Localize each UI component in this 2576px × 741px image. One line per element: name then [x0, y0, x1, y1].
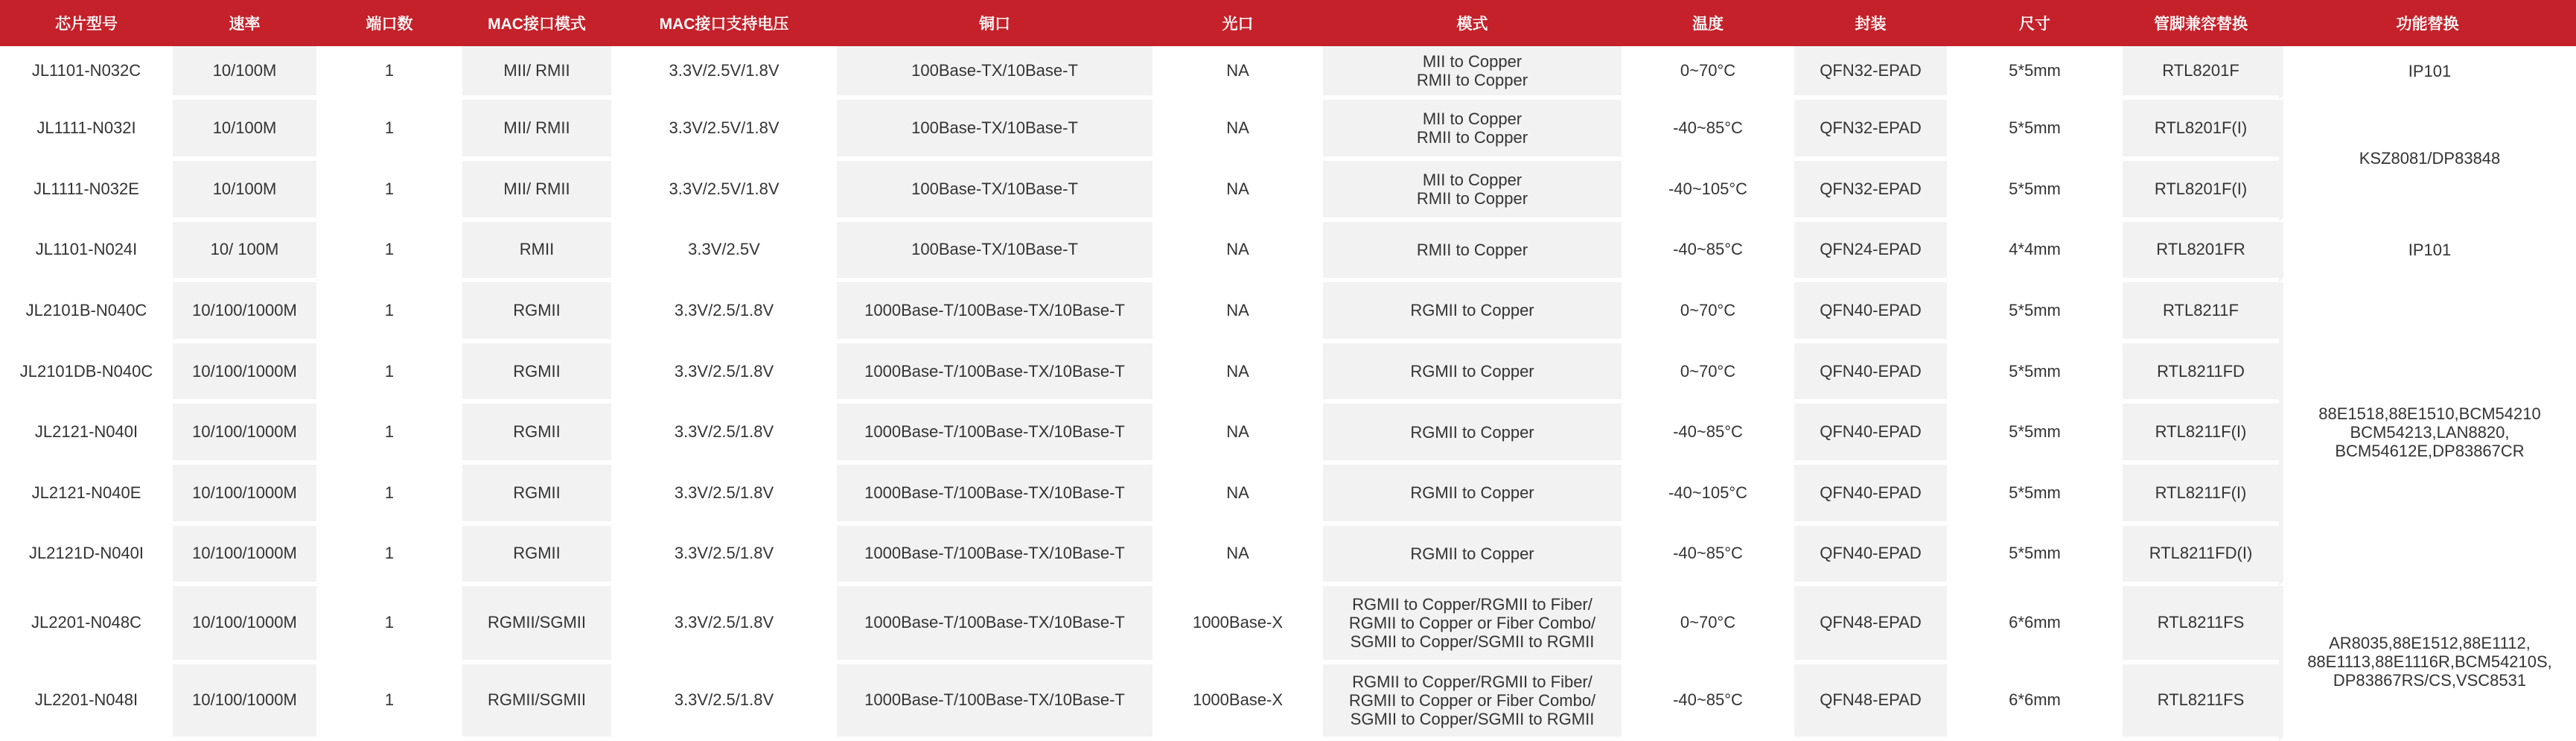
mac-mode-cell: MII/ RMII [462, 100, 611, 161]
mac-voltage-cell: 3.3V/2.5/1.8V [611, 465, 837, 526]
chip-model-cell: JL2201-N048C [0, 586, 173, 664]
fiber-port-cell: 1000Base-X [1152, 586, 1323, 664]
fiber-port-cell: NA [1152, 222, 1323, 283]
mode-cell [1323, 526, 1622, 587]
rate-cell: 10/100/1000M [173, 465, 316, 526]
package-cell: QFN40-EPAD [1794, 404, 1947, 465]
mac-mode-cell: RGMII [462, 343, 611, 404]
pin-compat-cell: RTL8201FR [2123, 222, 2279, 283]
fiber-port-cell: NA [1152, 343, 1323, 404]
size-cell: 5*5mm [1947, 100, 2123, 161]
pin-compat-cell: RTL8201F(I) [2123, 161, 2279, 222]
col-header-chip-model: 芯片型号 [0, 0, 173, 46]
mode-line: RGMII to Copper [1410, 301, 1534, 320]
pin-compat-cell: RTL8211FD(I) [2123, 526, 2279, 587]
package-cell: QFN48-EPAD [1794, 586, 1947, 664]
col-header-pin-compat: 管脚兼容替换 [2123, 0, 2279, 46]
function-replacement-cell [2279, 282, 2576, 586]
mode-line: SGMII to Copper/SGMII to RGMII [1350, 632, 1595, 651]
port-count-cell: 1 [316, 161, 462, 222]
mode-cell [1323, 282, 1622, 343]
package-cell: QFN40-EPAD [1794, 465, 1947, 526]
temperature-cell: 0~70°C [1622, 46, 1794, 100]
mac-voltage-cell: 3.3V/2.5V/1.8V [611, 161, 837, 222]
copper-port-cell: 1000Base-T/100Base-TX/10Base-T [837, 404, 1152, 465]
chip-model-cell: JL1111-N032I [0, 100, 173, 161]
table-row [0, 222, 2576, 283]
col-header-package: 封装 [1794, 0, 1947, 46]
col-header-temperature: 温度 [1622, 0, 1794, 46]
port-count-cell: 1 [316, 343, 462, 404]
pin-compat-cell: RTL8211FS [2123, 664, 2279, 741]
table-row [0, 343, 2576, 404]
package-cell: QFN32-EPAD [1794, 46, 1947, 100]
chip-model-cell: JL2121-N040I [0, 404, 173, 465]
size-cell: 5*5mm [1947, 404, 2123, 465]
col-header-size: 尺寸 [1947, 0, 2123, 46]
rate-cell: 10/100/1000M [173, 343, 316, 404]
mode-cell [1323, 586, 1622, 664]
chip-model-cell: JL1111-N032E [0, 161, 173, 222]
mac-mode-cell: RGMII [462, 526, 611, 587]
rate-cell: 10/100/1000M [173, 586, 316, 664]
port-count-cell: 1 [316, 586, 462, 664]
mac-mode-cell: MII/ RMII [462, 161, 611, 222]
col-header-mac-voltage: MAC接口支持电压 [611, 0, 837, 46]
temperature-cell: -40~105°C [1622, 465, 1794, 526]
pin-compat-cell: RTL8211FS [2123, 586, 2279, 664]
col-header-fiber-port: 光口 [1152, 0, 1323, 46]
temperature-cell: 0~70°C [1622, 343, 1794, 404]
port-count-cell: 1 [316, 282, 462, 343]
function-replacement-line: BCM54612E,DP83867CR [2335, 441, 2525, 460]
copper-port-cell: 1000Base-T/100Base-TX/10Base-T [837, 586, 1152, 664]
temperature-cell: 0~70°C [1622, 586, 1794, 664]
rate-cell: 10/100/1000M [173, 282, 316, 343]
mode-line: RGMII to Copper [1410, 544, 1534, 563]
col-header-port-count: 端口数 [316, 0, 462, 46]
table-row [0, 465, 2576, 526]
mode-line: MII to Copper [1422, 109, 1523, 129]
mac-mode-cell: RMII [462, 222, 611, 283]
mode-line: MII to Copper [1422, 52, 1523, 71]
col-header-mac-mode: MAC接口模式 [462, 0, 611, 46]
mac-voltage-cell: 3.3V/2.5/1.8V [611, 664, 837, 741]
port-count-cell: 1 [316, 100, 462, 161]
size-cell: 5*5mm [1947, 526, 2123, 587]
pin-compat-cell: RTL8201F(I) [2123, 100, 2279, 161]
mode-cell [1323, 161, 1622, 222]
function-replacement-line: 88E1113,88E1116R,BCM54210S, [2307, 652, 2552, 671]
mac-mode-cell: RGMII [462, 465, 611, 526]
table-row [0, 586, 2576, 664]
package-cell: QFN40-EPAD [1794, 526, 1947, 587]
port-count-cell: 1 [316, 465, 462, 526]
mode-cell [1323, 46, 1622, 100]
rate-cell: 10/ 100M [173, 222, 316, 283]
package-cell: QFN40-EPAD [1794, 282, 1947, 343]
function-replacement-cell [2279, 46, 2576, 100]
function-replacement-line: IP101 [2408, 61, 2452, 80]
mode-cell [1323, 100, 1622, 161]
pin-compat-cell: RTL8211F [2123, 282, 2279, 343]
fiber-port-cell: NA [1152, 100, 1323, 161]
function-replacement-line: BCM54213,LAN8820, [2350, 422, 2510, 442]
rate-cell: 10/100/1000M [173, 664, 316, 741]
size-cell: 4*4mm [1947, 222, 2123, 283]
chip-model-cell: JL2121D-N040I [0, 526, 173, 587]
mac-mode-cell: RGMII [462, 404, 611, 465]
col-header-copper-port: 铜口 [837, 0, 1152, 46]
port-count-cell: 1 [316, 664, 462, 741]
copper-port-cell: 100Base-TX/10Base-T [837, 46, 1152, 100]
chip-model-cell: JL2101DB-N040C [0, 343, 173, 404]
chip-model-cell: JL2101B-N040C [0, 282, 173, 343]
fiber-port-cell: NA [1152, 404, 1323, 465]
mode-line: RMII to Copper [1416, 128, 1528, 147]
mode-line: RGMII to Copper/RGMII to Fiber/ [1352, 594, 1593, 614]
rate-cell: 10/100M [173, 161, 316, 222]
size-cell: 5*5mm [1947, 161, 2123, 222]
rate-cell: 10/100/1000M [173, 526, 316, 587]
mode-line: RGMII to Copper or Fiber Combo/ [1348, 690, 1596, 710]
mode-line: RGMII to Copper [1410, 362, 1534, 381]
rate-cell: 10/100M [173, 100, 316, 161]
temperature-cell: -40~85°C [1622, 526, 1794, 587]
mac-mode-cell: RGMII/SGMII [462, 586, 611, 664]
mode-line: RMII to Copper [1416, 188, 1528, 208]
rate-cell: 10/100/1000M [173, 404, 316, 465]
port-count-cell: 1 [316, 222, 462, 283]
chip-model-cell: JL2201-N048I [0, 664, 173, 741]
mode-line: RMII to Copper [1416, 71, 1528, 90]
mac-voltage-cell: 3.3V/2.5/1.8V [611, 526, 837, 587]
function-replacement-line: AR8035,88E1512,88E1112, [2329, 633, 2531, 652]
pin-compat-cell: RTL8211F(I) [2123, 404, 2279, 465]
temperature-cell: -40~105°C [1622, 161, 1794, 222]
col-header-rate: 速率 [173, 0, 316, 46]
mac-voltage-cell: 3.3V/2.5/1.8V [611, 343, 837, 404]
mac-voltage-cell: 3.3V/2.5/1.8V [611, 404, 837, 465]
size-cell: 5*5mm [1947, 46, 2123, 100]
temperature-cell: -40~85°C [1622, 222, 1794, 283]
mac-voltage-cell: 3.3V/2.5V [611, 222, 837, 283]
table-body [0, 46, 2576, 741]
size-cell: 5*5mm [1947, 465, 2123, 526]
copper-port-cell: 100Base-TX/10Base-T [837, 161, 1152, 222]
mac-voltage-cell: 3.3V/2.5/1.8V [611, 282, 837, 343]
size-cell: 6*6mm [1947, 664, 2123, 741]
col-header-function-replacement: 功能替换 [2279, 0, 2576, 46]
mac-voltage-cell: 3.3V/2.5V/1.8V [611, 46, 837, 100]
table-row [0, 404, 2576, 465]
mode-line: RGMII to Copper or Fiber Combo/ [1348, 613, 1596, 632]
temperature-cell: -40~85°C [1622, 100, 1794, 161]
mac-mode-cell: MII/ RMII [462, 46, 611, 100]
package-cell: QFN32-EPAD [1794, 100, 1947, 161]
function-replacement-line: 88E1518,88E1510,BCM54210 [2318, 404, 2541, 423]
temperature-cell: 0~70°C [1622, 282, 1794, 343]
mode-line: RGMII to Copper [1410, 483, 1534, 503]
function-replacement-line: DP83867RS/CS,VSC8531 [2333, 670, 2527, 690]
table-row [0, 664, 2576, 741]
package-cell: QFN48-EPAD [1794, 664, 1947, 741]
pin-compat-cell: RTL8201F [2123, 46, 2279, 100]
function-replacement-line: KSZ8081/DP83848 [2359, 149, 2501, 168]
size-cell: 5*5mm [1947, 282, 2123, 343]
function-replacement-line: IP101 [2408, 240, 2452, 259]
fiber-port-cell: NA [1152, 282, 1323, 343]
mac-mode-cell: RGMII/SGMII [462, 664, 611, 741]
mode-line: RGMII to Copper/RGMII to Fiber/ [1352, 672, 1593, 691]
pin-compat-cell: RTL8211FD [2123, 343, 2279, 404]
port-count-cell: 1 [316, 404, 462, 465]
table-row [0, 100, 2576, 161]
copper-port-cell: 1000Base-T/100Base-TX/10Base-T [837, 664, 1152, 741]
chip-model-cell: JL1101-N024I [0, 222, 173, 283]
function-replacement-cell [2279, 100, 2576, 221]
fiber-port-cell: NA [1152, 465, 1323, 526]
mode-line: MII to Copper [1422, 170, 1523, 189]
mode-line: RGMII to Copper [1410, 422, 1534, 442]
port-count-cell: 1 [316, 46, 462, 100]
fiber-port-cell: NA [1152, 161, 1323, 222]
mac-voltage-cell: 3.3V/2.5/1.8V [611, 586, 837, 664]
function-replacement-cell [2279, 222, 2576, 283]
table-row [0, 526, 2576, 587]
size-cell: 5*5mm [1947, 343, 2123, 404]
port-count-cell: 1 [316, 526, 462, 587]
copper-port-cell: 1000Base-T/100Base-TX/10Base-T [837, 282, 1152, 343]
copper-port-cell: 1000Base-T/100Base-TX/10Base-T [837, 465, 1152, 526]
copper-port-cell: 100Base-TX/10Base-T [837, 222, 1152, 283]
mode-line: RMII to Copper [1416, 240, 1528, 259]
pin-compat-cell: RTL8211F(I) [2123, 465, 2279, 526]
mode-cell [1323, 664, 1622, 741]
table-row [0, 161, 2576, 222]
temperature-cell: -40~85°C [1622, 404, 1794, 465]
mode-cell [1323, 343, 1622, 404]
col-header-mode: 模式 [1323, 0, 1622, 46]
rate-cell: 10/100M [173, 46, 316, 100]
copper-port-cell: 1000Base-T/100Base-TX/10Base-T [837, 343, 1152, 404]
size-cell: 6*6mm [1947, 586, 2123, 664]
mode-cell [1323, 465, 1622, 526]
temperature-cell: -40~85°C [1622, 664, 1794, 741]
package-cell: QFN32-EPAD [1794, 161, 1947, 222]
header-row [0, 0, 2576, 46]
table-row [0, 282, 2576, 343]
fiber-port-cell: NA [1152, 526, 1323, 587]
copper-port-cell: 1000Base-T/100Base-TX/10Base-T [837, 526, 1152, 587]
mode-cell [1323, 222, 1622, 283]
package-cell: QFN40-EPAD [1794, 343, 1947, 404]
fiber-port-cell: NA [1152, 46, 1323, 100]
table-row [0, 46, 2576, 100]
function-replacement-cell [2279, 586, 2576, 741]
chip-model-cell: JL2121-N040E [0, 465, 173, 526]
chip-model-cell: JL1101-N032C [0, 46, 173, 100]
mode-line: SGMII to Copper/SGMII to RGMII [1350, 709, 1595, 728]
mode-cell [1323, 404, 1622, 465]
package-cell: QFN24-EPAD [1794, 222, 1947, 283]
mac-voltage-cell: 3.3V/2.5V/1.8V [611, 100, 837, 161]
copper-port-cell: 100Base-TX/10Base-T [837, 100, 1152, 161]
mac-mode-cell: RGMII [462, 282, 611, 343]
fiber-port-cell: 1000Base-X [1152, 664, 1323, 741]
